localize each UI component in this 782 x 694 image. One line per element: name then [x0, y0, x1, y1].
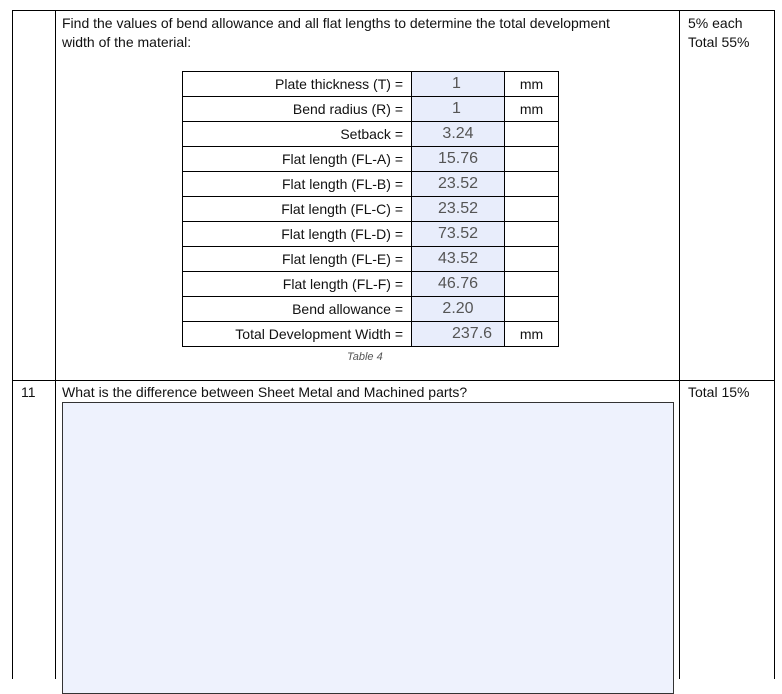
table-row — [183, 247, 559, 272]
row-value: 15.76 — [437, 150, 479, 167]
grid-line-numcol — [55, 10, 56, 679]
grid-line-right — [774, 10, 775, 679]
grid-line-left — [12, 10, 13, 679]
row-value-cell[interactable] — [412, 72, 505, 97]
grid-line-top — [12, 10, 774, 11]
row-value-cell[interactable] — [412, 122, 505, 147]
row-label: Flat length (FL-C) = — [183, 197, 412, 222]
table-row — [183, 297, 559, 322]
table-caption: Table 4 — [347, 351, 383, 363]
table-row — [183, 222, 559, 247]
table-row — [183, 272, 559, 297]
marks-each: 5% each — [688, 15, 743, 31]
row-label: Plate thickness (T) = — [183, 72, 412, 97]
row-value: 73.52 — [437, 225, 479, 242]
row-value-cell[interactable] — [412, 322, 505, 347]
row-unit: mm — [505, 72, 559, 97]
calculation-table — [182, 71, 559, 347]
row-unit — [505, 272, 559, 297]
row-value-cell[interactable] — [412, 297, 505, 322]
row-unit — [505, 297, 559, 322]
row-unit — [505, 172, 559, 197]
row-label: Setback = — [183, 122, 412, 147]
table-row — [183, 97, 559, 122]
row-value-cell[interactable] — [412, 272, 505, 297]
grid-line-row-divider — [12, 380, 775, 381]
row-label: Total Development Width = — [183, 322, 412, 347]
row-value: 43.52 — [437, 250, 479, 267]
row-unit: mm — [505, 322, 559, 347]
marks-total-q11: Total 15% — [688, 384, 750, 400]
row-value-cell[interactable] — [412, 247, 505, 272]
row-unit — [505, 122, 559, 147]
row-value-cell[interactable] — [412, 147, 505, 172]
row-label: Bend radius (R) = — [183, 97, 412, 122]
table-row — [183, 147, 559, 172]
table-row — [183, 122, 559, 147]
row-value: 3.24 — [442, 125, 474, 142]
marks-total: Total 55% — [688, 34, 750, 50]
question-prompt-line2: width of the material: — [62, 34, 192, 50]
row-unit — [505, 197, 559, 222]
row-unit — [505, 247, 559, 272]
row-value: 237.6 — [452, 325, 493, 342]
row-value: 2.20 — [442, 300, 474, 317]
table-row — [183, 72, 559, 97]
question-prompt: What is the difference between Sheet Metal and Machined parts? — [62, 384, 468, 400]
question-prompt-line1: Find the values of bend allowance and all flat lengths to determine the total development — [62, 15, 610, 31]
row-label: Bend allowance = — [183, 297, 412, 322]
table-row — [183, 197, 559, 222]
row-label: Flat length (FL-E) = — [183, 247, 412, 272]
row-value: 1 — [452, 75, 461, 92]
row-value-cell[interactable] — [412, 197, 505, 222]
row-unit: mm — [505, 97, 559, 122]
row-label: Flat length (FL-A) = — [183, 147, 412, 172]
row-value: 1 — [452, 100, 461, 117]
row-value-cell[interactable] — [412, 97, 505, 122]
question-number: 11 — [21, 384, 36, 400]
row-label: Flat length (FL-F) = — [183, 272, 412, 297]
table-row — [183, 172, 559, 197]
table-row — [183, 322, 559, 347]
row-unit — [505, 222, 559, 247]
row-value: 46.76 — [437, 275, 479, 292]
answer-textarea[interactable] — [62, 402, 674, 694]
grid-line-markscol — [679, 10, 680, 679]
row-value-cell[interactable] — [412, 222, 505, 247]
row-value: 23.52 — [437, 200, 479, 217]
row-label: Flat length (FL-B) = — [183, 172, 412, 197]
row-unit — [505, 147, 559, 172]
row-value: 23.52 — [437, 175, 479, 192]
row-label: Flat length (FL-D) = — [183, 222, 412, 247]
row-value-cell[interactable] — [412, 172, 505, 197]
